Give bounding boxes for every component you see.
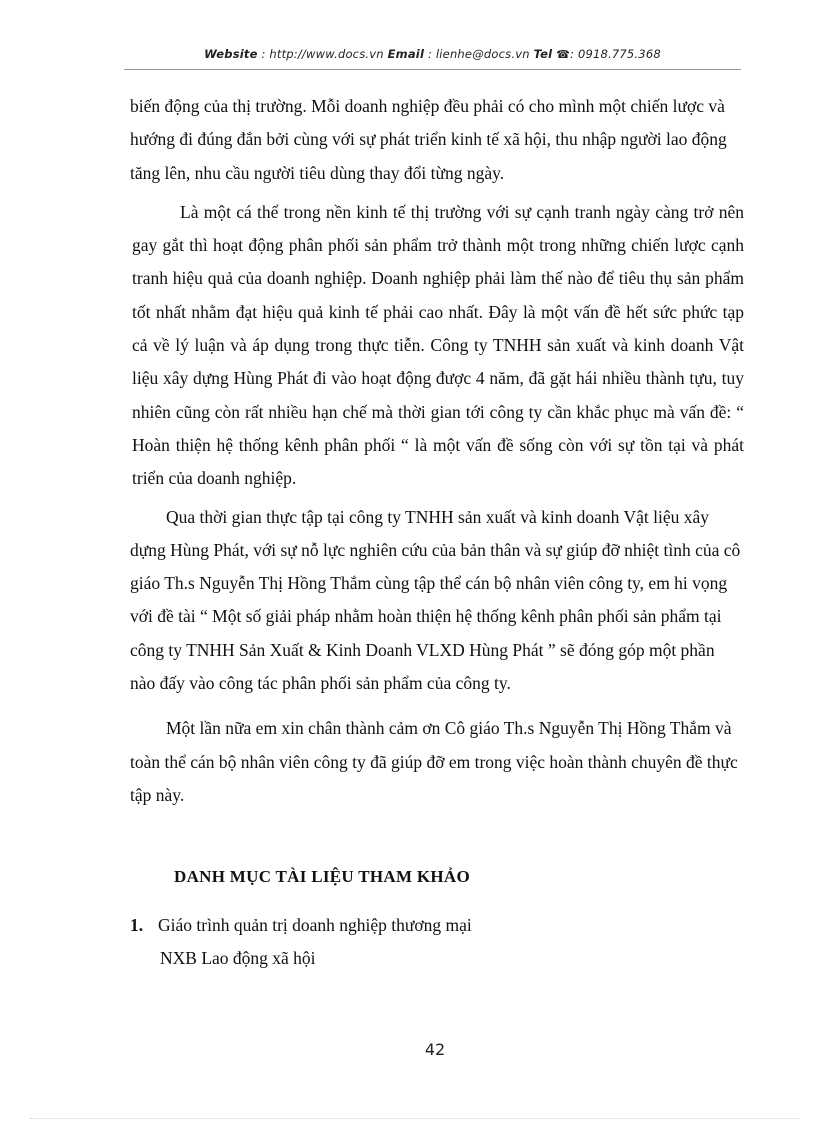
email-label: Email (387, 47, 425, 61)
reference-number: 1. (130, 915, 144, 936)
paragraph-2: Là một cá thể trong nền kinh tế thị trường với sự cạnh tranh ngày càng trở nên gay gắt thì hoạt động phân phối sản phẩm trở thành một trong những chiến lược cạnh tranh hiệu quả của doanh nghiệp. Doanh nghiệp phải làm thế nào để tiêu thụ sản phẩm tốt nhất nhằm đạt hiệu quả kinh tế phải cao nhất. Đây là một vấn đề hết sức phức tạp cả về lý luận và áp dụng trong thực tiễn. Công ty TNHH sản xuất và kinh doanh Vật liệu xây dựng Hùng Phát đi vào hoạt động được 4 năm, đã gặt hái nhiều thành tựu, tuy nhiên cũng còn rất nhiều hạn chế mà thời gian tới công ty cần khắc phục mà vấn đề: “ Hoàn thiện hệ thống kênh phân phối “ là một vấn đề sống còn với sự tồn tại và phát triển của doanh nghiệp. (132, 201, 744, 489)
paragraph-3: Qua thời gian thực tập tại công ty TNHH sản xuất và kinh doanh Vật liệu xây dựng Hùng Phát, với sự nỗ lực nghiên cứu của bản thân và sự giúp đỡ nhiệt tình của cô giáo Th.s Nguyễn Thị Hồng Thắm cùng tập thể cán bộ nhân viên công ty, em hi vọng với đề tài “ Một số giải pháp nhằm hoàn thiện hệ thống kênh phân phối sản phẩm tại công ty TNHH Sản Xuất & Kinh Doanh VLXD Hùng Phát ” sẽ đóng góp một phần nào đấy vào công tác phân phối sản phẩm của công ty. (130, 506, 741, 694)
reference-title: Giáo trình quản trị doanh nghiệp thương mại (158, 915, 472, 936)
references-heading: DANH MỤC TÀI LIỆU THAM KHẢO (174, 867, 471, 887)
bottom-divider (30, 1118, 800, 1119)
phone-icon: ☎ (556, 48, 571, 61)
paragraph-4: Một lần nữa em xin chân thành cảm ơn Cô giáo Th.s Nguyễn Thị Hồng Thắm và toàn thể cán bộ nhân viên công ty đã giúp đỡ em trong việc hoàn thành chuyên đề thực tập này. (130, 718, 738, 805)
tel-label: Tel (533, 47, 553, 61)
website-label: Website (204, 47, 258, 61)
email-value: : lienhe@docs.vn (424, 47, 534, 61)
website-value: : http://www.docs.vn (257, 47, 388, 61)
reference-publisher: NXB Lao động xã hội (160, 948, 316, 969)
paragraph-1: biến động của thị trường. Mỗi doanh nghiệp đều phải có cho mình một chiến lược và hướng đi đúng đắn bởi cùng với sự phát triển kinh tế xã hội, thu nhập người lao động tăng lên, nhu cầu người tiêu dùng thay đổi từng ngày. (130, 96, 727, 183)
page-header (124, 47, 741, 70)
page-number: 42 (424, 1040, 446, 1059)
tel-value: : 0918.775.368 (570, 47, 661, 61)
document-body (130, 90, 744, 975)
reference-item (130, 909, 744, 975)
